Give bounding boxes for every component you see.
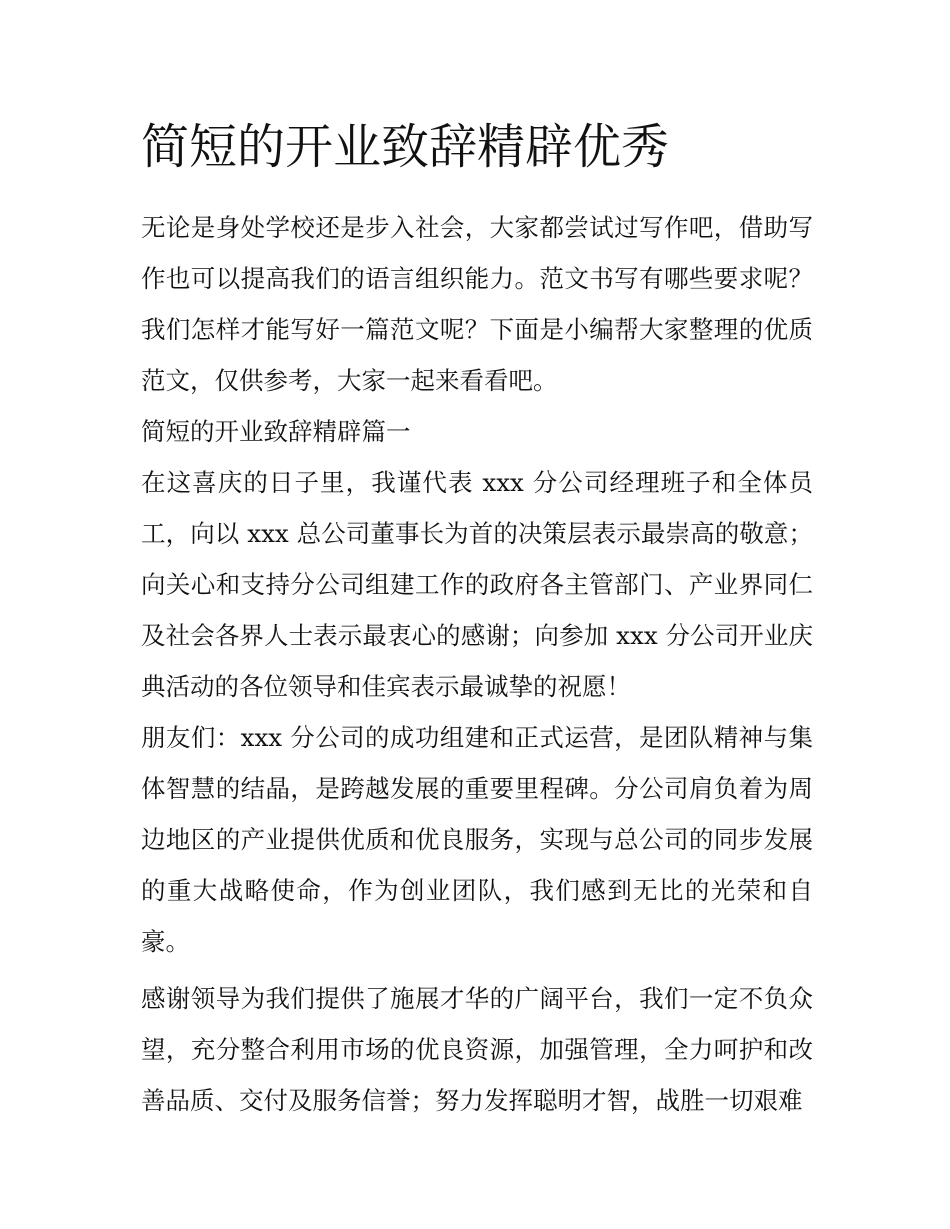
- body-paragraph: 在这喜庆的日子里，我谨代表 xxx 分公司经理班子和全体员工，向以 xxx 总公司董事长为首的决策层表示最崇高的敬意；向关心和支持分公司组建工作的政府各主管部门、产业界同仁及社会各界人士表示最衷心的感谢；向参加 xxx 分公司开业庆典活动的各位领导和佳宾表示最诚挚的祝愿！: [141, 468, 813, 701]
- document-title: 简短的开业致辞精辟优秀: [141, 119, 670, 175]
- section-heading: 简短的开业致辞精辟篇一: [141, 417, 411, 446]
- document-body: [141, 114, 813, 1126]
- intro-paragraph: 无论是身处学校还是步入社会，大家都尝试过写作吧，借助写作也可以提高我们的语言组织能力。范文书写有哪些要求呢？我们怎样才能写好一篇范文呢？下面是小编帮大家整理的优质范文，仅供参考，大家一起来看看吧。: [141, 213, 813, 395]
- body-paragraph: 感谢领导为我们提供了施展才华的广阔平台，我们一定不负众望，充分整合利用市场的优良资源，加强管理，全力呵护和改善品质、交付及服务信誉；努力发挥聪明才智，战胜一切艰难: [141, 984, 813, 1115]
- body-paragraph: 朋友们：xxx 分公司的成功组建和正式运营，是团队精神与集体智慧的结晶，是跨越发展的重要里程碑。分公司肩负着为周边地区的产业提供优质和优良服务，实现与总公司的同步发展的重大战略使命，作为创业团队，我们感到无比的光荣和自豪。: [141, 723, 813, 956]
